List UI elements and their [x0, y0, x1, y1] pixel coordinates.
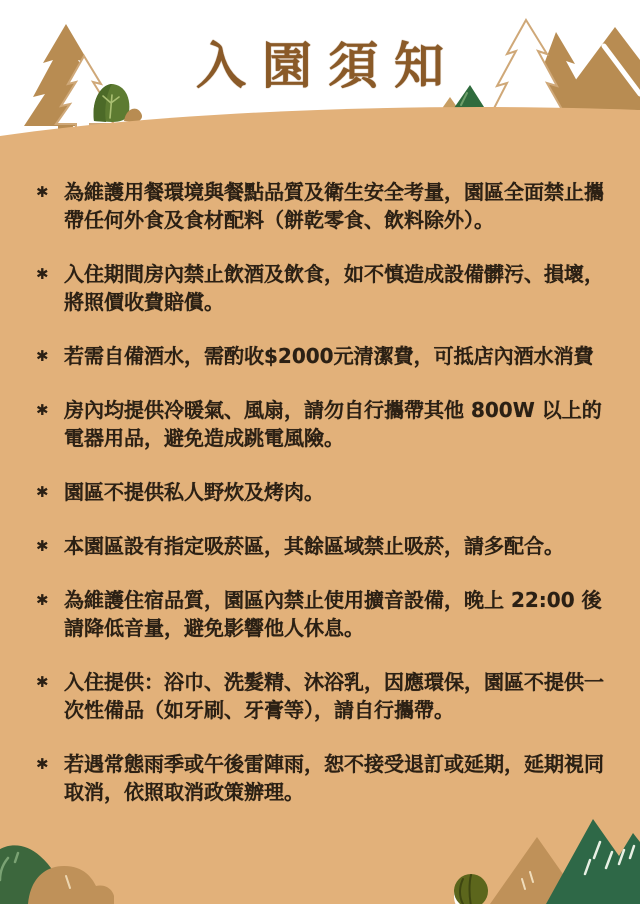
notice-item	[36, 260, 620, 316]
notice-list	[36, 178, 620, 832]
notice-item	[36, 532, 620, 560]
page-title: 入園須知	[196, 37, 460, 95]
notice-text: 若需自備酒水，需酌收$2000元清潔費，可抵店內酒水消費	[64, 344, 594, 368]
notice-item	[36, 668, 620, 724]
asterisk-bullet-icon: ✱	[36, 591, 49, 609]
notice-text: 入住提供：浴巾、洗髮精、沐浴乳，因應環保，園區不提供一次性備品（如牙刷、牙膏等），請自行攜帶。	[64, 670, 604, 722]
asterisk-bullet-icon: ✱	[36, 265, 49, 283]
notice-item	[36, 478, 620, 506]
notice-item	[36, 750, 620, 806]
asterisk-bullet-icon: ✱	[36, 401, 49, 419]
asterisk-bullet-icon: ✱	[36, 347, 49, 365]
notice-item	[36, 342, 620, 370]
notice-text: 入住期間房內禁止飲酒及飲食，如不慎造成設備髒污、損壞，將照價收費賠償。	[64, 262, 604, 314]
notice-item	[36, 396, 620, 452]
notice-item	[36, 178, 620, 234]
notice-text: 園區不提供私人野炊及烤肉。	[64, 480, 324, 504]
asterisk-bullet-icon: ✱	[36, 673, 49, 691]
asterisk-bullet-icon: ✱	[36, 537, 49, 555]
notice-text: 若遇常態雨季或午後雷陣雨，恕不接受退訂或延期，延期視同取消，依照取消政策辦理。	[64, 752, 604, 804]
notice-text: 本園區設有指定吸菸區，其餘區域禁止吸菸，請多配合。	[64, 534, 564, 558]
asterisk-bullet-icon: ✱	[36, 755, 49, 773]
asterisk-bullet-icon: ✱	[36, 183, 49, 201]
notice-text: 為維護用餐環境與餐點品質及衛生安全考量，園區全面禁止攜帶任何外食及食材配料（餅乾零食、飲料除外）。	[64, 180, 604, 232]
notice-text: 房內均提供冷暖氣、風扇，請勿自行攜帶其他 800W 以上的電器用品，避免造成跳電風險。	[64, 398, 602, 450]
asterisk-bullet-icon: ✱	[36, 483, 49, 501]
notice-text: 為維護住宿品質，園區內禁止使用擴音設備，晚上 22:00 後請降低音量，避免影響他人休息。	[64, 588, 602, 640]
notice-item	[36, 586, 620, 642]
